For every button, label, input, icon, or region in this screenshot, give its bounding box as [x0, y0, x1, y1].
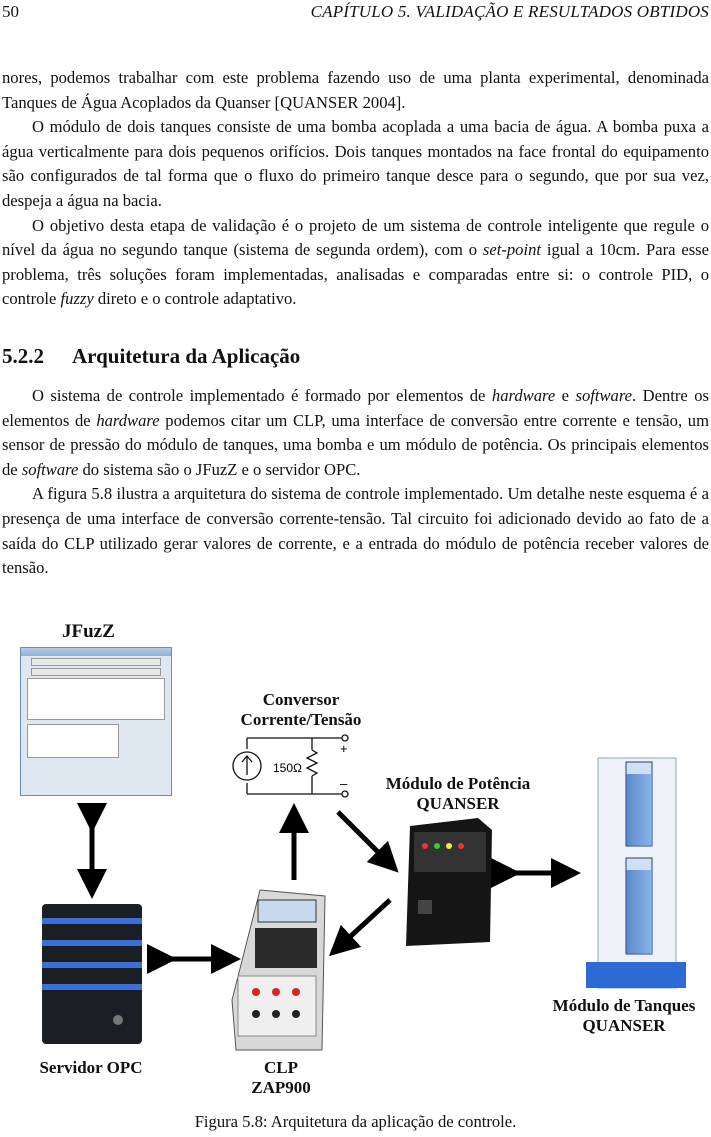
tanks-module-image [586, 758, 686, 988]
section-number: 5.2.2 [2, 344, 44, 368]
section-title: Arquitetura da Aplicação [72, 344, 301, 368]
clp-image [232, 890, 325, 1050]
paragraph-5: A figura 5.8 ilustra a arquitetura do sistema de controle implementado. Um detalhe neste esquema é a presença de uma interface de conversão corrente-tensão. Tal circuito foi adicionado devido ao fato de a saída do CLP utilizado gerar valores de corrente, e a entrada do módulo de potência receber valores de tensão. [2, 484, 709, 578]
modulo-potencia-label: Módulo de Potência QUANSER [385, 774, 531, 813]
paragraph-1: nores, podemos trabalhar com este problema fazendo uso de uma planta experimental, denominada Tanques de Água Acoplados da Quanser [QUANSER 2004]. [2, 68, 709, 112]
arrow-conversor-potencia [338, 812, 388, 862]
body-text [2, 66, 709, 312]
plus-sign: + [340, 741, 348, 756]
figure-caption: Figura 5.8: Arquitetura da aplicação de controle. [194, 1112, 517, 1131]
connection-arrows [92, 812, 566, 959]
paragraph-3: O objetivo desta etapa de validação é o projeto de um sistema de controle inteligente que regule o nível da água no segundo tanque (sistema de segunda ordem), com o set-point igual a 10cm. Para esse problema, três soluções foram implementadas, analisadas e comparadas entre si: o controle PID, o controle fuzzy direto e o controle adaptativo. [2, 215, 709, 309]
page-number: 50 [2, 2, 19, 21]
arrow-potencia-clp [340, 900, 390, 946]
resistor-value: 150Ω [273, 761, 302, 775]
running-header [0, 0, 711, 24]
modulo-tanques-label: Módulo de Tanques QUANSER [552, 996, 696, 1035]
section-heading [2, 344, 300, 369]
power-module-image [406, 818, 492, 946]
architecture-figure [0, 600, 711, 1100]
running-head: CAPÍTULO 5. VALIDAÇÃO E RESULTADOS OBTIDOS [310, 2, 709, 21]
servidor-opc-label: Servidor OPC [39, 1058, 143, 1077]
minus-sign: – [340, 776, 348, 791]
conversor-label: Conversor Corrente/Tensão [240, 690, 362, 729]
resistor-icon [307, 750, 317, 776]
jfuzz-label: JFuzZ [62, 621, 115, 642]
body-text-2 [2, 384, 709, 581]
paragraph-2: O módulo de dois tanques consiste de uma bomba acoplada a uma bacia de água. A bomba puxa a água verticalmente para dois pequenos orifícios. Dois tanques montados na face frontal do equipamento são configurados de tal forma que o fluxo do primeiro tanque desce para o segundo, que por sua vez, despeja a água na bacia. [2, 117, 709, 210]
paragraph-4: O sistema de controle implementado é formado por elementos de hardware e software. Dentre os elementos de hardware podemos citar um CLP, uma interface de conversão entre corrente e tensão, um sensor de pressão do módulo de tanques, uma bomba e um módulo de potência. Os principais elementos de software do sistema são o JFuzZ e o servidor OPC. [2, 386, 710, 479]
server-image [42, 904, 142, 1044]
clp-label: CLP ZAP900 [251, 1058, 311, 1097]
